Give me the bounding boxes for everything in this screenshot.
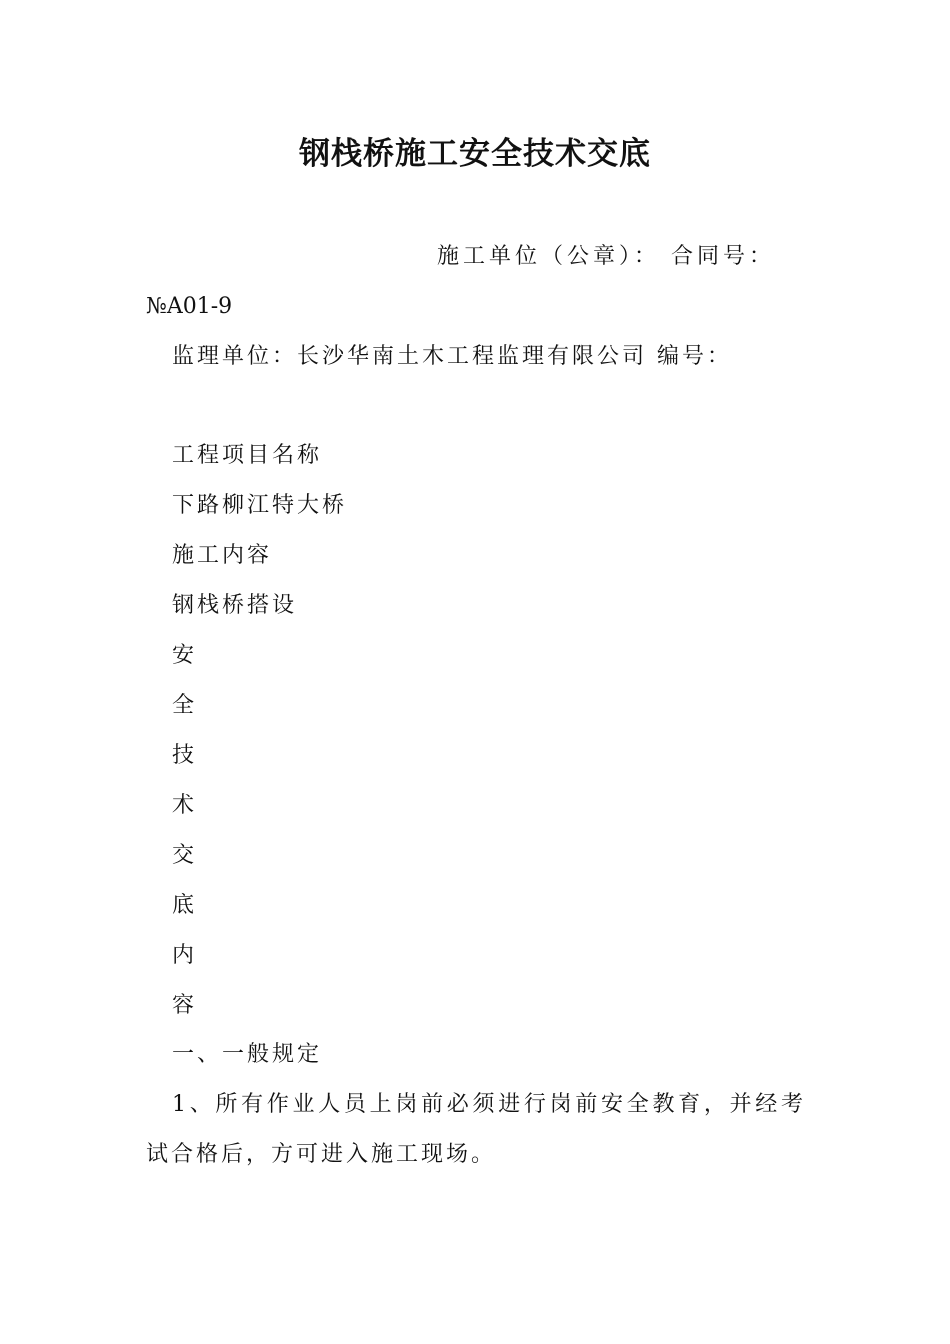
vertical-label-char: 内 [172, 943, 198, 968]
construction-unit-contract-line: 施工单位（公章）： 合同号： [437, 244, 775, 269]
vertical-label-char: 安 [172, 643, 198, 668]
supervisor-line: 监理单位：长沙华南土木工程监理有限公司 编号： [172, 344, 732, 369]
project-name-value: 下路柳江特大桥 [172, 493, 348, 518]
contract-number: №A01-9 [146, 294, 233, 319]
paragraph-1: 1、所有作业人员上岗前必须进行岗前安全教育，并经考试合格后，方可进入施工现场。 [146, 1092, 806, 1167]
document-title: 钢栈桥施工安全技术交底 [299, 136, 651, 172]
vertical-label-char: 交 [172, 843, 198, 868]
vertical-label-char: 底 [172, 893, 198, 918]
section-heading: 一、一般规定 [172, 1042, 323, 1067]
vertical-label-char: 技 [172, 743, 198, 768]
work-content-value: 钢栈桥搭设 [172, 593, 298, 618]
vertical-label-char: 全 [172, 693, 198, 718]
vertical-label-char: 术 [172, 793, 198, 818]
vertical-label-char: 容 [172, 993, 198, 1018]
work-content-label: 施工内容 [172, 543, 273, 568]
project-name-label: 工程项目名称 [172, 443, 323, 468]
